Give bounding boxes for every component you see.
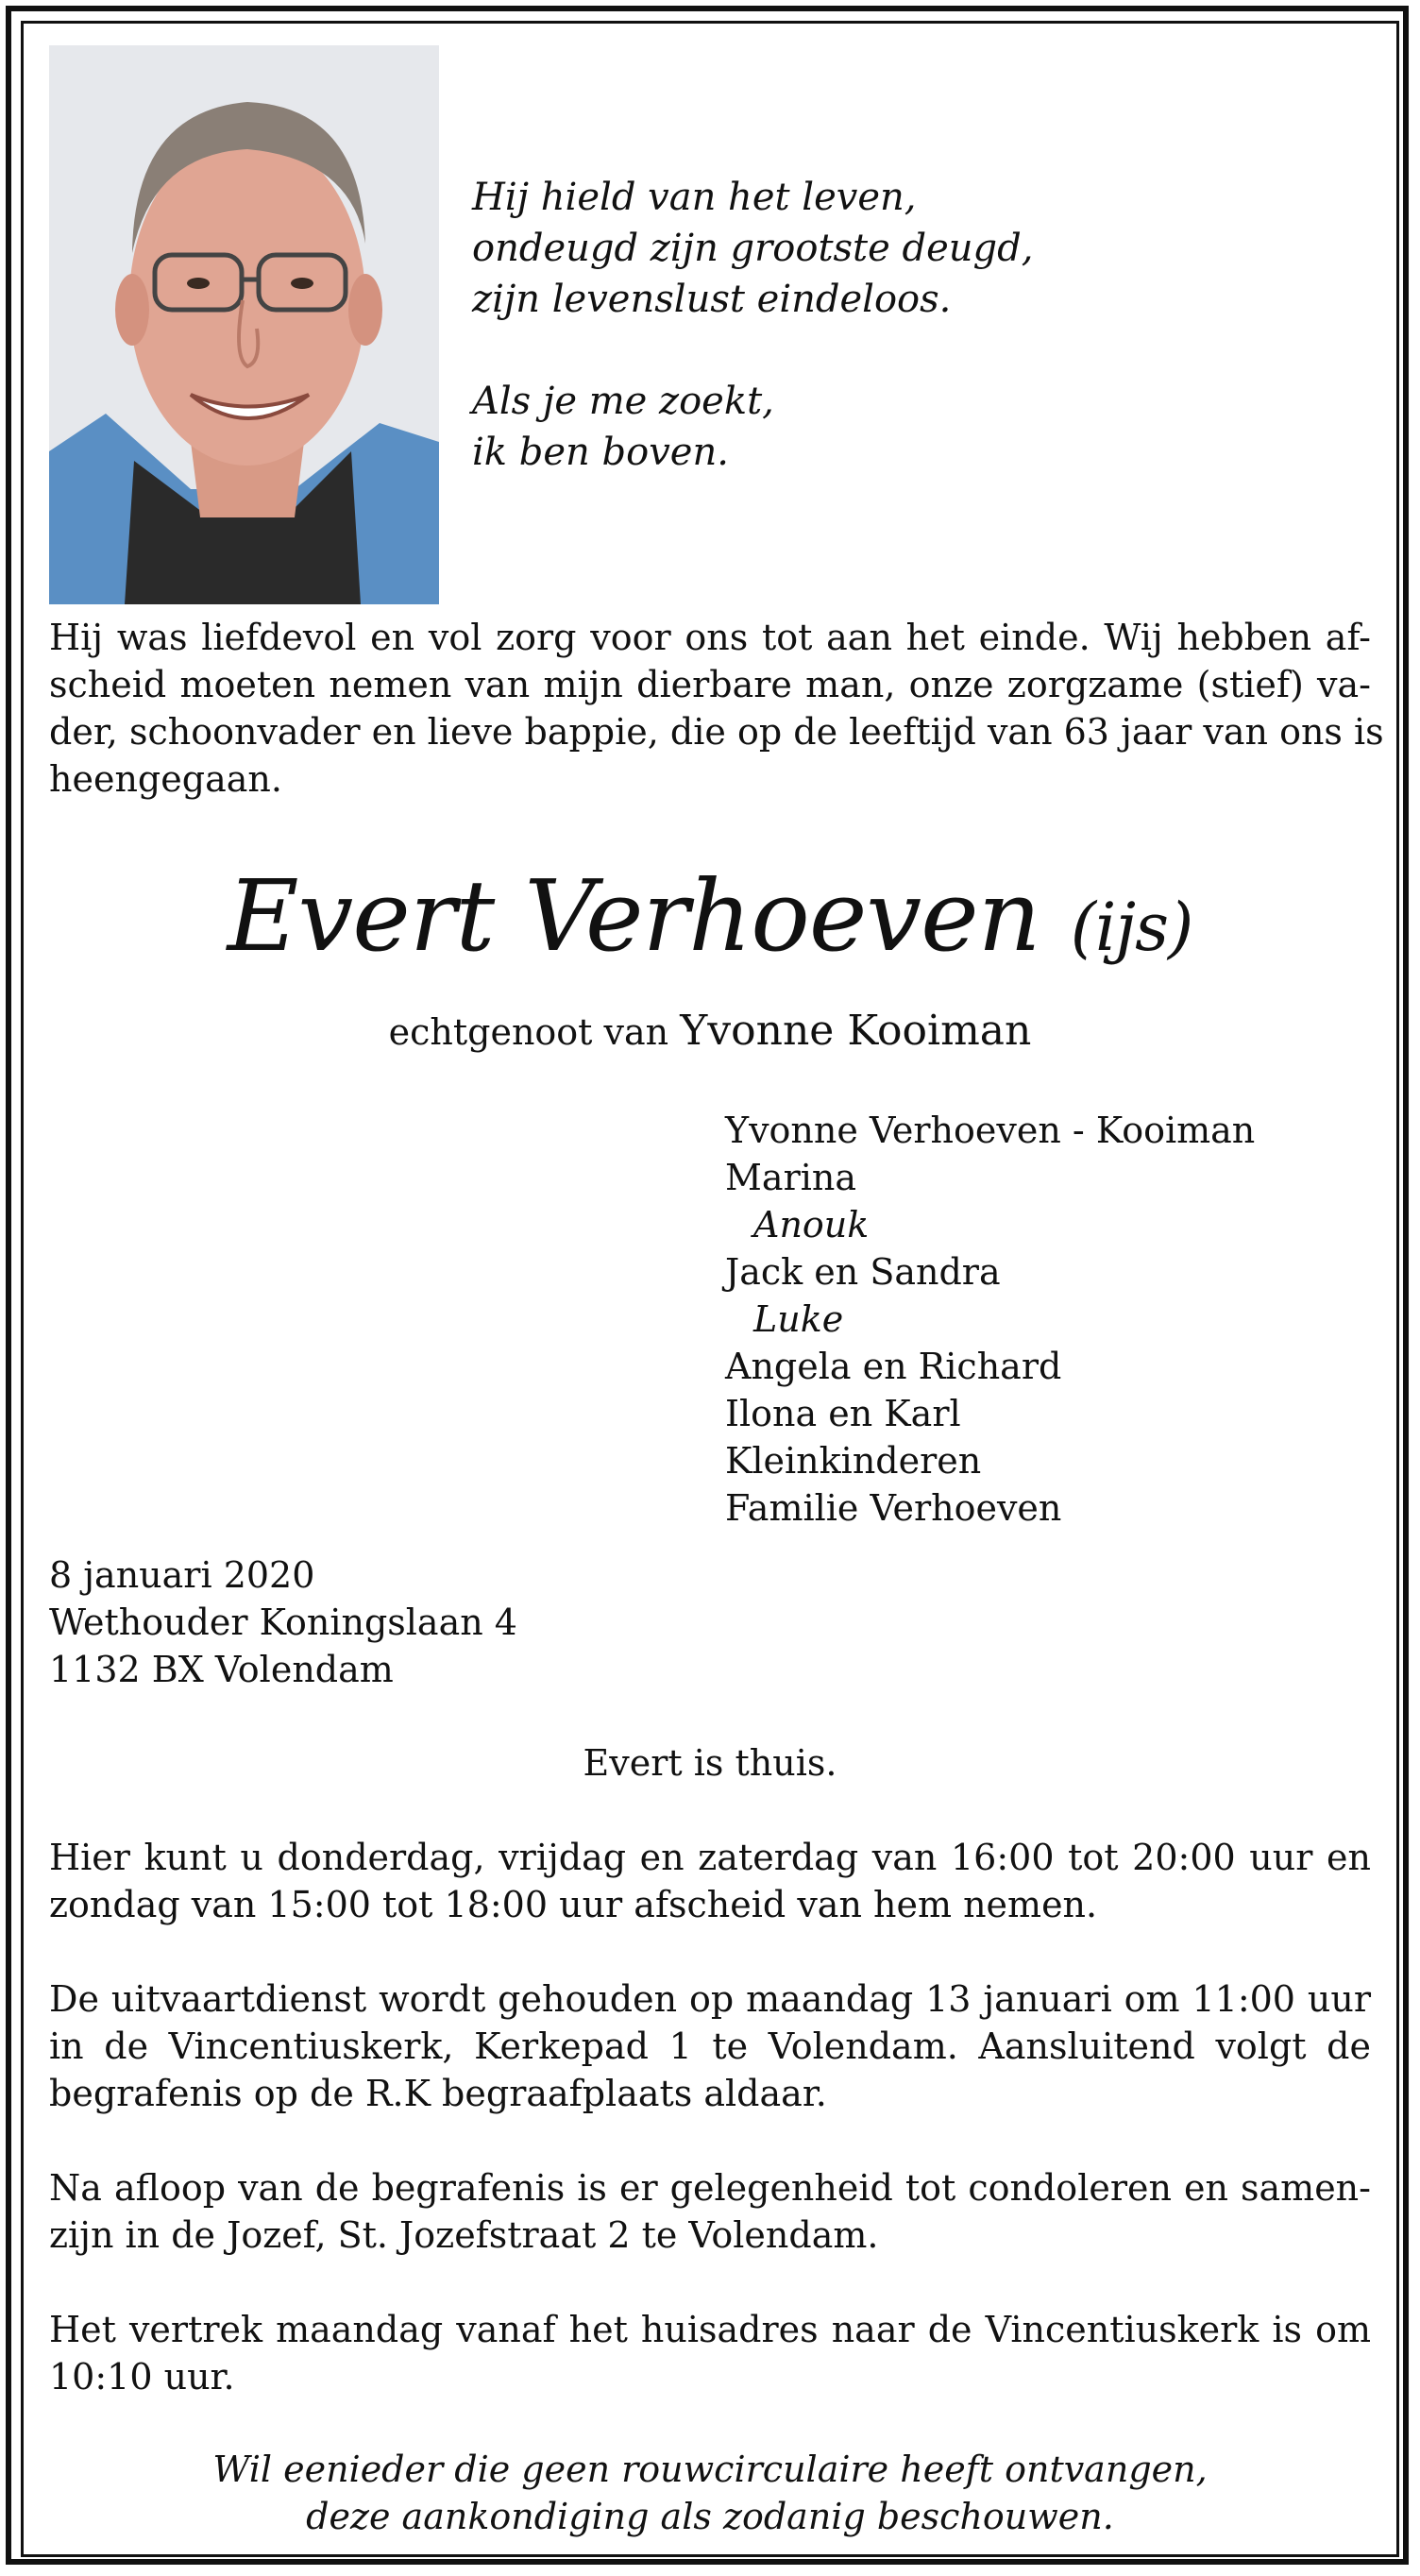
intro-line: scheid moeten nemen van mijn dierbare man, onze zorgzame (stief) va- bbox=[49, 664, 1371, 705]
paragraph-line: De uitvaartdienst wordt gehouden op maandag 13 januari om 11:00 uur bbox=[49, 1978, 1371, 2020]
paragraph-line: zijn in de Jozef, St. Jozefstraat 2 te Volendam. bbox=[49, 2214, 879, 2256]
paragraph-line: 10:10 uur. bbox=[49, 2356, 235, 2398]
home-notice: Evert is thuis. bbox=[583, 1742, 837, 1784]
notice-date: 8 januari 2020 bbox=[49, 1554, 315, 1596]
poem-line: Als je me zoekt, bbox=[472, 380, 774, 423]
address-block bbox=[49, 1551, 710, 1693]
intro-line: der, schoonvader en lieve bappie, die op de leeftijd van 63 jaar van ons is bbox=[49, 711, 1384, 753]
family-member: Marina bbox=[725, 1157, 857, 1198]
poem-line: ondeugd zijn grootste deugd, bbox=[472, 227, 1034, 270]
deceased-name: Evert Verhoeven bbox=[227, 858, 1040, 974]
paragraph-line: in de Vincentiuskerk, Kerkepad 1 te Volendam. Aansluitend volgt de bbox=[49, 2025, 1371, 2067]
closing-line: Wil eenieder die geen rouwcirculaire heeft ontvangen, bbox=[212, 2449, 1208, 2490]
family-member: Yvonne Verhoeven - Kooiman bbox=[725, 1110, 1256, 1151]
poem-spacer bbox=[472, 325, 1227, 376]
spouse-prefix: echtgenoot van bbox=[388, 1011, 669, 1053]
family-member: Jack en Sandra bbox=[725, 1251, 1001, 1293]
family-member: Anouk bbox=[753, 1204, 870, 1246]
deceased-nickname: (ijs) bbox=[1070, 889, 1193, 966]
poem bbox=[472, 172, 1227, 478]
family-list bbox=[725, 1107, 1386, 1532]
intro-line: heengegaan. bbox=[49, 758, 282, 800]
poem-line: Hij hield van het leven, bbox=[472, 176, 917, 219]
closing-note bbox=[0, 2446, 1420, 2540]
address-street: Wethouder Koningslaan 4 bbox=[49, 1602, 517, 1643]
paragraph-line: Het vertrek maandag vanaf het huisadres naar de Vincentiuskerk is om bbox=[49, 2309, 1371, 2350]
poem-line: zijn levenslust eindeloos. bbox=[472, 278, 952, 321]
paragraph-line: zondag van 15:00 tot 18:00 uur afscheid van hem nemen. bbox=[49, 1884, 1098, 1925]
portrait-photo bbox=[49, 45, 439, 604]
service-paragraph bbox=[49, 1975, 1371, 2117]
paragraph-line: Na afloop van de begrafenis is er gelegenheid tot condoleren en samen- bbox=[49, 2167, 1371, 2209]
paragraph-line: begrafenis op de R.K begraafplaats aldaar. bbox=[49, 2073, 827, 2114]
family-member: Angela en Richard bbox=[725, 1346, 1062, 1387]
deceased-name-heading bbox=[0, 859, 1420, 984]
closing-line: deze aankondiging als zodanig beschouwen. bbox=[306, 2496, 1114, 2537]
poem-line: ik ben boven. bbox=[472, 431, 729, 474]
intro-paragraph bbox=[49, 614, 1384, 803]
family-member: Familie Verhoeven bbox=[725, 1487, 1062, 1529]
condolence-paragraph bbox=[49, 2164, 1371, 2259]
address-city: 1132 BX Volendam bbox=[49, 1649, 394, 1690]
spouse-line bbox=[0, 1007, 1420, 1057]
family-member: Luke bbox=[753, 1298, 844, 1340]
family-member: Ilona en Karl bbox=[725, 1393, 961, 1434]
intro-line: Hij was liefdevol en vol zorg voor ons tot aan het einde. Wij hebben af- bbox=[49, 617, 1371, 658]
departure-paragraph bbox=[49, 2306, 1371, 2400]
spouse-name: Yvonne Kooiman bbox=[680, 1007, 1032, 1055]
visiting-paragraph bbox=[49, 1834, 1371, 1928]
family-member: Kleinkinderen bbox=[725, 1440, 982, 1482]
paragraph-line: Hier kunt u donderdag, vrijdag en zaterdag van 16:00 tot 20:00 uur en bbox=[49, 1837, 1371, 1878]
